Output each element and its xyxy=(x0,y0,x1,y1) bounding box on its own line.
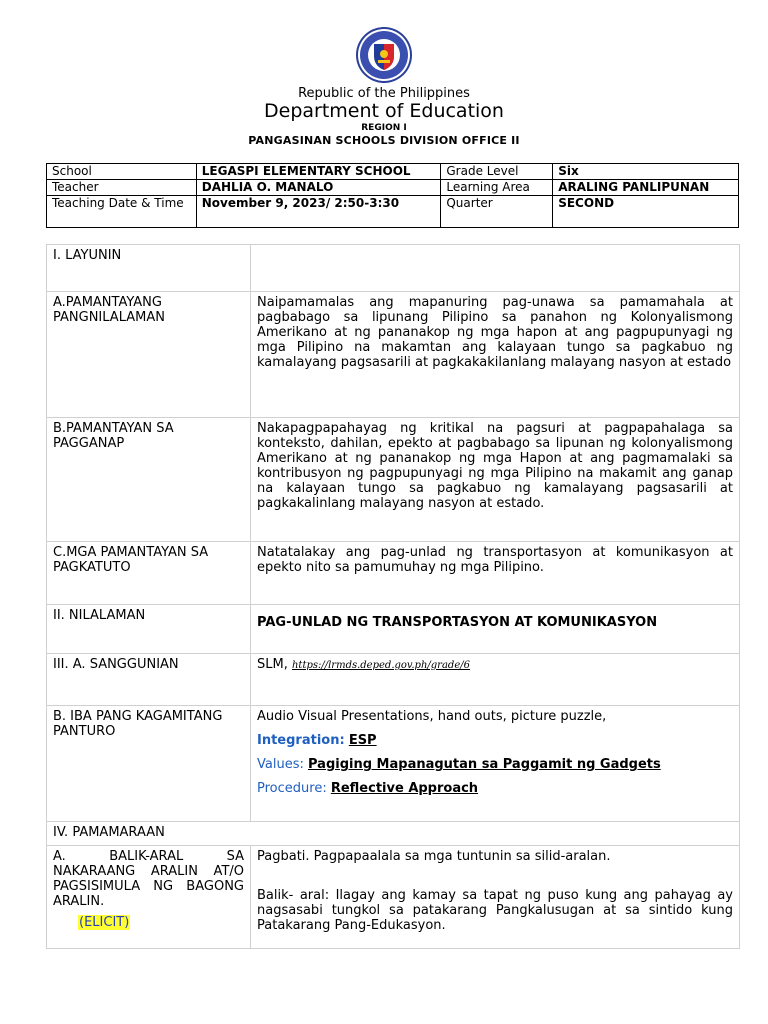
teacher-label: Teacher xyxy=(47,180,197,196)
elicit-tag: (ELICIT) xyxy=(79,915,130,930)
pagkatuto-label: C.MGA PAMANTAYAN SA PAGKATUTO xyxy=(53,545,209,575)
kagamitan-text: Audio Visual Presentations, hand outs, picture puzzle, xyxy=(257,709,607,724)
lesson-plan-table xyxy=(46,244,740,949)
table-row xyxy=(47,180,739,196)
integration-line xyxy=(257,733,733,748)
quarter-value: SECOND xyxy=(553,196,739,228)
pagkatuto-text: Natatalakay ang pag-unlad ng transportasyon at komunikasyon at epekto nito sa pamumuhay ng mga Pilipino. xyxy=(257,545,733,575)
pagbati-text: Pagbati. Pagpapaalala sa mga tuntunin sa silid-aralan. xyxy=(257,849,611,864)
table-row xyxy=(47,245,740,292)
values-label: Values: xyxy=(257,757,304,772)
grade-label: Grade Level xyxy=(441,164,553,180)
table-row xyxy=(47,196,739,228)
table-row xyxy=(47,654,740,706)
area-value: ARALING PANLIPUNAN xyxy=(553,180,739,196)
sanggunian-prefix: SLM, xyxy=(257,657,292,672)
table-row xyxy=(47,292,740,418)
table-row xyxy=(47,542,740,605)
procedure-value: Reflective Approach xyxy=(330,781,479,796)
table-row xyxy=(47,605,740,654)
area-label: Learning Area xyxy=(441,180,553,196)
balik-aral-label: A. BALIK-ARAL SA NAKARAANG ARALIN AT/O PAGSISIMULA NG BAGONG ARALIN. xyxy=(53,849,244,909)
grade-value: Six xyxy=(553,164,739,180)
nilalaman-label: II. NILALAMAN xyxy=(53,608,146,623)
kagamitan-label: B. IBA PANG KAGAMITANG PANTURO xyxy=(53,709,223,739)
department-heading: Department of Education xyxy=(264,100,504,122)
values-value: Pagiging Mapanagutan sa Paggamit ng Gadgets xyxy=(308,757,661,772)
region-heading: REGION I xyxy=(361,123,407,133)
balik-aral-text: Balik- aral: Ilagay ang kamay sa tapat ng puso kung ang pahayag ay nagsasabi tungkol sa patakarang Pangkalusugan at sa sintido kung Patakarang Pang-Edukasyon. xyxy=(257,888,733,933)
pagganap-text: Nakapagpapahayag ng kritikal na pagsuri at pagpapahalaga sa konteksto, dahilan, epekto at pagbabago sa lipunan ng kolonyalismong Amerikano at ng pananakop ng mga Hapon at ang pagmamalaki sa kontribusyon ng pagpupunyagi ng mga Pilipino na makamit ang ganap na kalayaan tungo sa pagkabuo ng kamalayang pagsasarili at pagkakalinlang malayang nasyon at estado. xyxy=(257,421,733,511)
integration-value: ESP xyxy=(348,733,377,748)
date-label: Teaching Date & Time xyxy=(47,196,197,228)
date-value: November 9, 2023/ 2:50-3:30 xyxy=(196,196,441,228)
republic-heading: Republic of the Philippines xyxy=(298,86,470,101)
values-line xyxy=(257,757,733,772)
layunin-label: I. LAYUNIN xyxy=(53,248,122,263)
sanggunian-label: III. A. SANGGUNIAN xyxy=(53,657,179,672)
pangnilalaman-label: A.PAMANTAYANG PANGNILALAMAN xyxy=(53,295,165,325)
teacher-value: DAHLIA O. MANALO xyxy=(196,180,441,196)
table-row xyxy=(47,846,740,949)
pangnilalaman-text: Naipamamalas ang mapanuring pag-unawa sa pamamahala at pagbabago sa lipunang Pilipino sa panahon ng Kolonyalismong Amerikano at ng pananakop ng mga hapon at ang pagpupunyagi ng mga Pilipino na makamtan ang kalayaan tungo sa pagkabuo ng kamalayang pagsasarili at pagkakakilanlang malayang nasyon at estado xyxy=(257,295,733,370)
sanggunian-link[interactable]: https://lrmds.deped.gov.ph/grade/6 xyxy=(291,660,470,671)
pamamaraan-label: IV. PAMAMARAAN xyxy=(53,825,165,840)
table-row xyxy=(47,706,740,822)
procedure-label: Procedure: xyxy=(257,781,327,796)
quarter-label: Quarter xyxy=(441,196,553,228)
table-row xyxy=(47,164,739,180)
school-value: LEGASPI ELEMENTARY SCHOOL xyxy=(196,164,441,180)
integration-label: Integration: xyxy=(257,733,345,748)
school-info-table xyxy=(46,163,739,228)
deped-seal-icon xyxy=(348,26,420,84)
school-label: School xyxy=(47,164,197,180)
division-heading: PANGASINAN SCHOOLS DIVISION OFFICE II xyxy=(248,134,520,147)
table-row xyxy=(47,418,740,542)
pagganap-label: B.PAMANTAYAN SA PAGGANAP xyxy=(53,421,174,451)
procedure-line xyxy=(257,781,733,796)
table-row xyxy=(47,822,740,846)
nilalaman-text: PAG-UNLAD NG TRANSPORTASYON AT KOMUNIKASYON xyxy=(257,615,658,630)
